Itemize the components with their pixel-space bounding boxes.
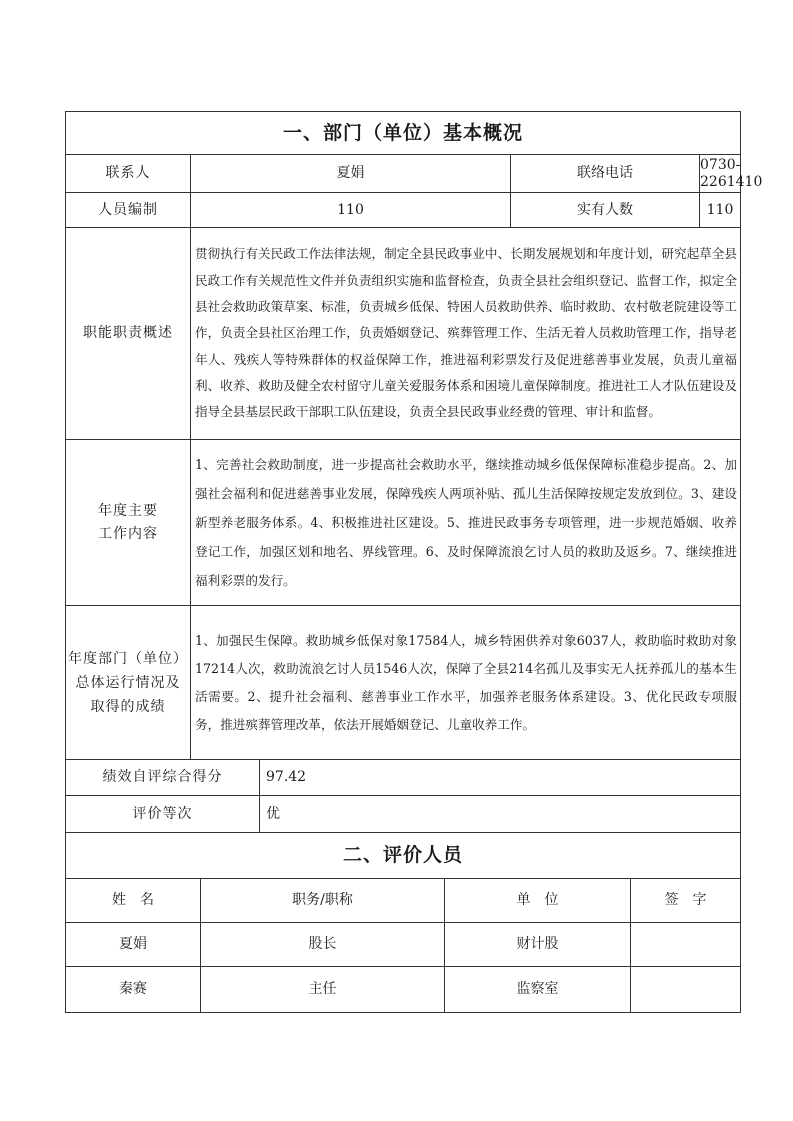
evaluator-title: 股长: [201, 923, 445, 967]
annual-work-label-line1: 年度主要: [98, 502, 158, 519]
evaluator-unit: 财计股: [445, 923, 631, 967]
evaluator-title: 主任: [201, 967, 445, 1013]
evaluator-name: 夏娟: [66, 923, 201, 967]
form-table: [65, 111, 763, 879]
phone-value: [700, 155, 763, 193]
header-signature: 签 字: [631, 879, 741, 923]
annual-work-label: [66, 440, 191, 606]
grade-label: 评价等次: [66, 796, 260, 833]
section-title-evaluators: 二、评价人员: [66, 833, 741, 879]
staff-quota-value: 110: [191, 193, 511, 228]
section-title-basic-info: 一、部门（单位）基本概况: [66, 112, 741, 155]
evaluation-form: [65, 111, 763, 1013]
annual-work-text: 1、完善社会救助制度，进一步提高社会救助水平，继续推动城乡低保保障标准稳步提高。2、加强社会福利和促进慈善事业发展，保障残疾人两项补贴、孤儿生活保障按规定发放到位。3、建设新型养老服务体系。4、积极推进社区建设。5、推进民政事务专项管理，进一步规范婚姻、收养登记工作，加强区划和地名、界线管理。6、及时保障流浪乞讨人员的救助及返乡。7、继续推进福利彩票的发行。: [191, 440, 741, 606]
staff-quota-label: 人员编制: [66, 193, 191, 228]
evaluators-table: [65, 878, 741, 1013]
table-row: [66, 923, 741, 967]
duties-label: 职能职责概述: [66, 228, 191, 440]
actual-staff-label: 实有人数: [511, 193, 700, 228]
evaluator-signature: [631, 967, 741, 1013]
actual-staff-value: 110: [700, 193, 741, 228]
phone-number: 0730-2261410: [700, 156, 763, 190]
contact-label: 联系人: [66, 155, 191, 193]
evaluator-signature: [631, 923, 741, 967]
results-label: [66, 606, 191, 760]
header-unit: 单 位: [445, 879, 631, 923]
phone-label: 联络电话: [511, 155, 700, 193]
grade-value: 优: [260, 796, 741, 833]
results-label-line2: 总体运行情况及: [75, 674, 181, 691]
score-value: 97.42: [260, 760, 741, 796]
duties-text: 贯彻执行有关民政工作法律法规，制定全县民政事业中、长期发展规划和年度计划，研究起草全县民政工作有关规范性文件并负责组织实施和监督检查，负责全县社会组织登记、监督工作，拟定全县社会救助政策草案、标准，负责城乡低保、特困人员救助供养、临时救助、农村敬老院建设等工作，负责全县社区治理工作，负责婚姻登记、殡葬管理工作、生活无着人员救助管理工作，指导老年人、残疾人等特殊群体的权益保障工作，推进福利彩票发行及促进慈善事业发展，负责儿童福利、收养、救助及健全农村留守儿童关爱服务体系和困境儿童保障制度。推进社工人才队伍建设及指导全县基层民政干部职工队伍建设，负责全县民政事业经费的管理、审计和监督。: [191, 228, 741, 440]
table-row: [66, 967, 741, 1013]
annual-work-label-line2: 工作内容: [98, 525, 158, 542]
evaluator-name: 秦赛: [66, 967, 201, 1013]
header-title: 职务/职称: [201, 879, 445, 923]
results-label-line1: 年度部门（单位）: [68, 650, 188, 667]
header-name: 姓 名: [66, 879, 201, 923]
results-text: 1、加强民生保障。救助城乡低保对象17584人，城乡特困供养对象6037人，救助临时救助对象17214人次，救助流浪乞讨人员1546人次，保障了全县214名孤儿及事实无人抚养孤儿的基本生活需要。2、提升社会福利、慈善事业工作水平，加强养老服务体系建设。3、优化民政专项服务，推进殡葬管理改革，依法开展婚姻登记、儿童收养工作。: [191, 606, 741, 760]
results-label-line3: 取得的成绩: [90, 698, 166, 715]
evaluator-unit: 监察室: [445, 967, 631, 1013]
contact-name: 夏娟: [191, 155, 511, 193]
score-label: 绩效自评综合得分: [66, 760, 260, 796]
